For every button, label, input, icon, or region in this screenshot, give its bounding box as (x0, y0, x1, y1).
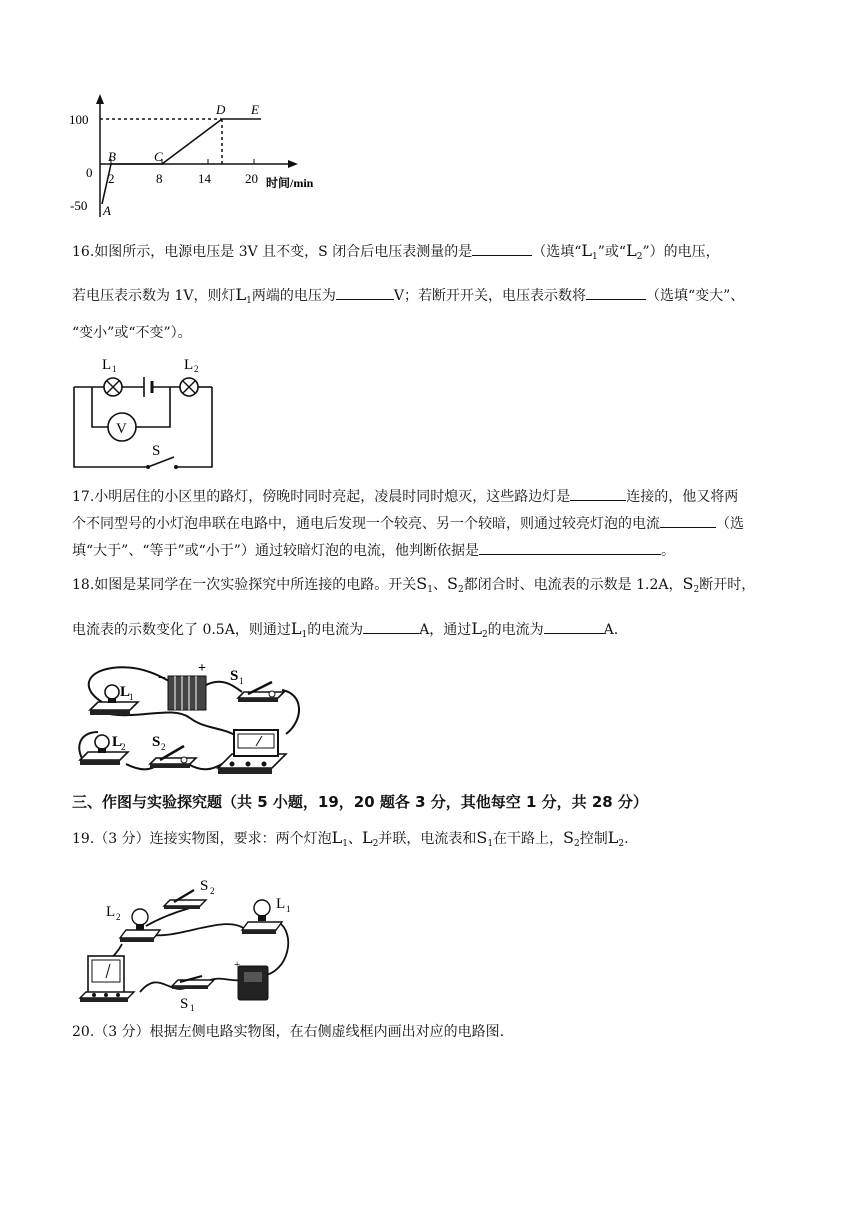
svg-text:1: 1 (286, 904, 291, 914)
lamp-l2-icon (180, 378, 198, 396)
x-tick-8: 8 (156, 171, 163, 186)
q19-circuit-photo (76, 872, 306, 1012)
switch-label: S (152, 443, 161, 459)
ammeter-photo-icon (218, 730, 286, 774)
svg-text:L: L (106, 904, 116, 920)
svg-text:2: 2 (194, 364, 199, 374)
svg-text:1: 1 (190, 1003, 195, 1012)
q18-circuit-photo (72, 660, 308, 778)
point-d: D (216, 102, 226, 117)
point-c: C (154, 149, 163, 164)
battery-photo-icon-q19 (234, 959, 268, 1000)
svg-text:S: S (230, 668, 239, 684)
lamp-l1-icon (104, 378, 122, 396)
switch-s1-photo-icon (238, 682, 284, 702)
q16-line-2: 若电压表示数为 1V，则灯$L_1$两端的电压为 V；若断开开关，电压表示数将 （选填“变大”、 (72, 285, 745, 306)
svg-text:1: 1 (129, 692, 134, 702)
svg-text:+: + (198, 661, 206, 676)
svg-text:2: 2 (210, 886, 215, 896)
temperature-time-graph (66, 92, 346, 222)
section-3-heading: 三、作图与实验探究题（共 5 小题，19，20 题各 3 分，其他每空 1 分，共 28 分） (72, 793, 648, 811)
svg-text:1: 1 (239, 676, 244, 686)
q18-line-2: 电流表的示数变化了 0.5A，则通过$L_1$的电流为 A，通过$L_2$的电流为 A. (72, 619, 619, 640)
x-tick-20: 20 (245, 171, 258, 186)
q18-blank-2[interactable] (544, 619, 604, 634)
q16-circuit-diagram (66, 355, 226, 473)
l1-label: L (102, 357, 112, 373)
svg-text:S: S (152, 734, 161, 750)
switch-s1-photo-icon-q19 (172, 976, 214, 989)
svg-text:+: + (234, 959, 241, 971)
svg-text:2: 2 (161, 742, 166, 752)
q16-blank-3[interactable] (586, 285, 646, 300)
q17-line-1: 17.小明居住的小区里的路灯，傍晚时同时亮起，凌晨时同时熄灭，这些路边灯是 连接的，他又将两 (72, 486, 738, 507)
ammeter-photo-icon-q19 (80, 956, 134, 1002)
q20-text: 20.（3 分）根据左侧电路实物图，在右侧虚线框内画出对应的电路图. (72, 1024, 505, 1040)
y-tick-0: 0 (86, 165, 93, 180)
x-tick-14: 14 (198, 171, 211, 186)
battery-photo-icon (158, 661, 206, 710)
x-axis-label: 时间/min (266, 176, 314, 190)
voltmeter-label: V (116, 421, 127, 437)
point-a: A (103, 203, 111, 218)
point-b: B (108, 149, 116, 164)
lamp-l2-photo-icon-q19 (120, 909, 160, 942)
q18-blank-1[interactable] (363, 619, 419, 634)
q16-blank-2[interactable] (336, 285, 394, 300)
svg-text:L: L (276, 896, 286, 912)
svg-text:1: 1 (112, 364, 117, 374)
point-e: E (251, 102, 259, 117)
x-tick-2: 2 (108, 171, 115, 186)
q17-blank-1[interactable] (570, 486, 626, 501)
battery-icon (144, 377, 152, 397)
q17-blank-3[interactable] (479, 540, 661, 555)
q17-blank-2[interactable] (660, 513, 716, 528)
svg-text:S: S (200, 878, 209, 894)
svg-text:L: L (120, 684, 131, 700)
svg-text:2: 2 (116, 912, 121, 922)
svg-text:L: L (112, 734, 123, 750)
svg-text:2: 2 (121, 742, 126, 752)
q16-line-3: “变小”或“不变”）。 (72, 325, 192, 341)
q16-line-1: 16.如图所示，电源电压是 3V 且不变，S 闭合后电压表测量的是 （选填“$L_1$”或“$L_2$”）的电压， (72, 241, 720, 262)
switch-s-icon (146, 457, 178, 471)
q16-blank-1[interactable] (472, 241, 532, 256)
svg-text:−: − (158, 671, 166, 686)
q17-line-2: 个不同型号的小灯泡串联在电路中，通电后发现一个较亮、另一个较暗，则通过较亮灯泡的电流 （选 (72, 513, 744, 534)
q17-line-3: 填“大于”、“等于”或“小于”）通过较暗灯泡的电流，他判断依据是 。 (72, 540, 675, 561)
voltmeter-icon (108, 413, 136, 441)
q18-line-1: 18.如图是某同学在一次实验探究中所连接的电路。开关$S_1$、$S_2$都闭合时、电流表的示数是 1.2A，$S_2$断开时， (72, 574, 756, 595)
svg-text:S: S (180, 996, 189, 1012)
y-tick-neg50: -50 (70, 198, 88, 213)
l2-label: L (184, 357, 194, 373)
y-tick-100: 100 (69, 112, 89, 127)
q19-text: 19.（3 分）连接实物图，要求：两个灯泡$L_1$、$L_2$并联，电流表和$S_1$在干路上，$S_2$控制$L_2$. (72, 828, 629, 849)
